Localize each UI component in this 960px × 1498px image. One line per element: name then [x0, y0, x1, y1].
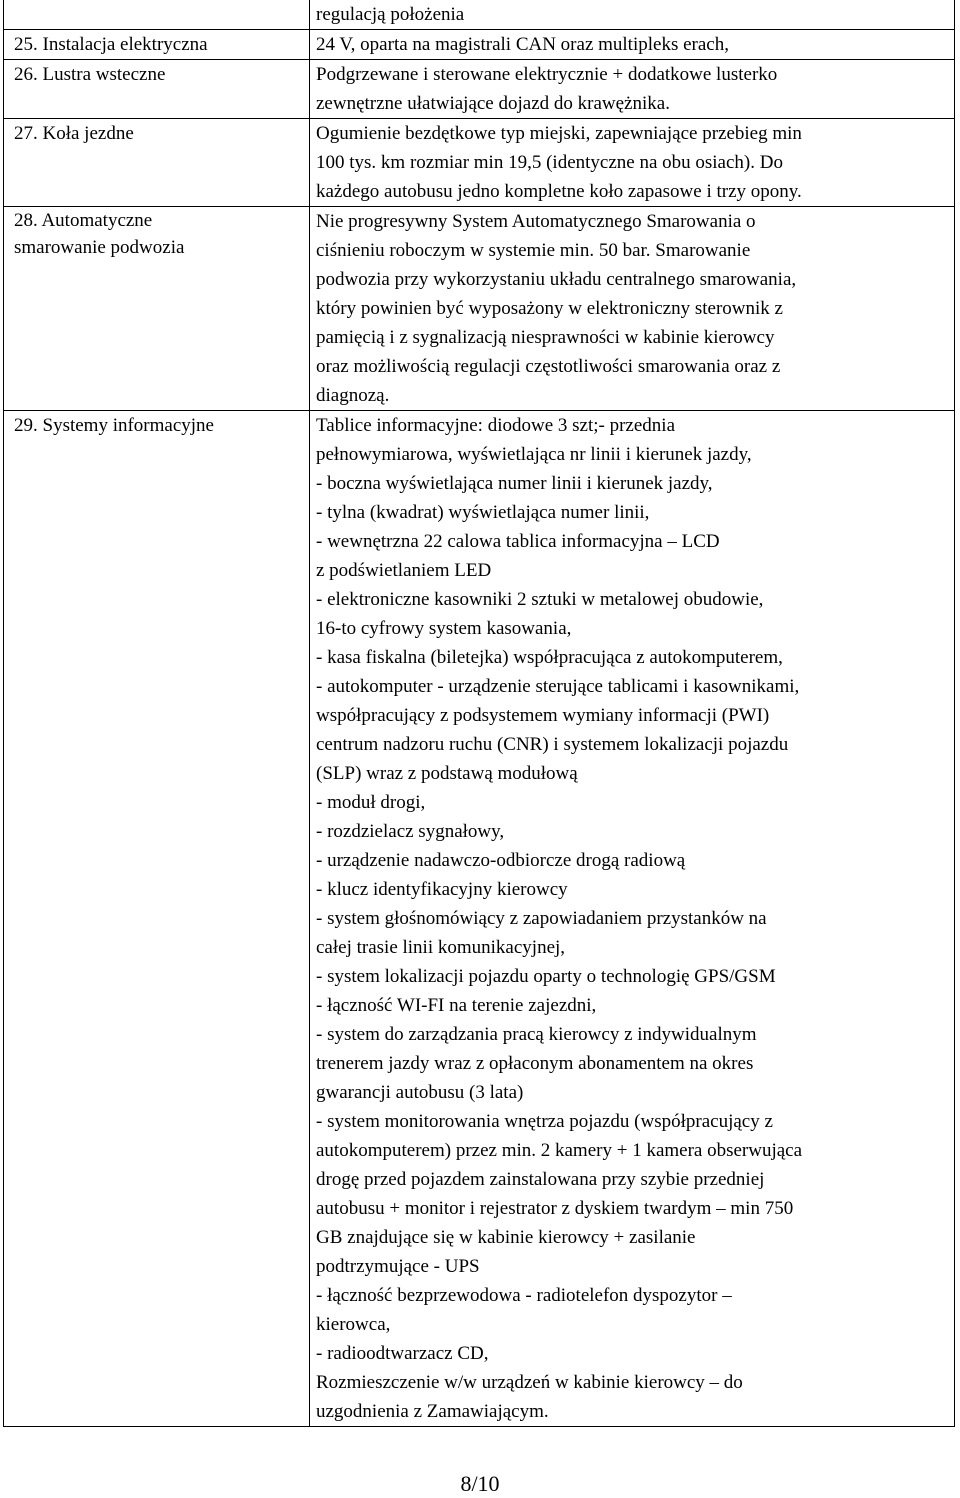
specification-table — [3, 0, 955, 1427]
content-line: 24 V, oparta na magistrali CAN oraz multipleks erach, — [316, 34, 729, 55]
content-line: - łączność WI-FI na terenie zajezdni, — [316, 995, 597, 1016]
content-line: Rozmieszczenie w/w urządzeń w kabinie kierowcy – do — [316, 1372, 743, 1393]
content-line: całej trasie linii komunikacyjnej, — [316, 937, 566, 958]
row-label — [4, 411, 310, 1427]
label-line: 29. Systemy informacyjne — [14, 415, 214, 436]
table-row-26 — [4, 60, 955, 119]
content-line: - tylna (kwadrat) wyświetlająca numer linii, — [316, 502, 650, 523]
content-line: pełnowymiarowa, wyświetlająca nr linii i kierunek jazdy, — [316, 444, 752, 465]
row-content — [310, 411, 955, 1427]
table-row-29 — [4, 411, 955, 1427]
content-line: 16-to cyfrowy system kasowania, — [316, 618, 572, 639]
content-line: centrum nadzoru ruchu (CNR) i systemem lokalizacji pojazdu — [316, 734, 789, 755]
content-line: Ogumienie bezdętkowe typ miejski, zapewniające przebieg min — [316, 123, 802, 144]
table-row-27 — [4, 119, 955, 207]
content-line: podwozia przy wykorzystaniu układu centralnego smarowania, — [316, 269, 797, 290]
content-line: autobusu + monitor i rejestrator z dyskiem twardym – min 750 — [316, 1198, 794, 1219]
page-number: 8/10 — [460, 1471, 500, 1496]
content-line: Tablice informacyjne: diodowe 3 szt;- przednia — [316, 415, 676, 436]
content-line: - system głośnomówiący z zapowiadaniem przystanków na — [316, 908, 767, 929]
content-line: - moduł drogi, — [316, 792, 426, 813]
row-content — [310, 119, 955, 207]
table-row-28 — [4, 207, 955, 411]
content-line: trenerem jazdy wraz z opłaconym abonamentem na okres — [316, 1053, 754, 1074]
content-line: diagnozą. — [316, 385, 390, 406]
table-row-continuation — [4, 0, 955, 30]
table-row-25 — [4, 30, 955, 60]
content-line: oraz możliwością regulacji częstotliwości smarowania oraz z — [316, 356, 781, 377]
content-line: - wewnętrzna 22 calowa tablica informacyjna – LCD — [316, 531, 720, 552]
content-line: - kasa fiskalna (biletejka) współpracująca z autokomputerem, — [316, 647, 783, 668]
content-line: Nie progresywny System Automatycznego Smarowania o — [316, 211, 756, 232]
content-line: - rozdzielacz sygnałowy, — [316, 821, 505, 842]
content-line: każdego autobusu jedno kompletne koło zapasowe i trzy opony. — [316, 181, 802, 202]
content-line: (SLP) wraz z podstawą modułową — [316, 763, 578, 784]
content-line: gwarancji autobusu (3 lata) — [316, 1082, 524, 1103]
content-line: pamięcią i z sygnalizacją niesprawności w kabinie kierowcy — [316, 327, 775, 348]
content-line: - łączność bezprzewodowa - radiotelefon dyspozytor – — [316, 1285, 732, 1306]
content-line: 100 tys. km rozmiar min 19,5 (identyczne na obu osiach). Do — [316, 152, 783, 173]
content-line: z podświetlaniem LED — [316, 560, 492, 581]
content-line: drogę przed pojazdem zainstalowana przy szybie przedniej — [316, 1169, 765, 1190]
row-label — [4, 119, 310, 207]
content-line: - klucz identyfikacyjny kierowcy — [316, 879, 568, 900]
content-line: który powinien być wyposażony w elektroniczny sterownik z — [316, 298, 783, 319]
content-line: podtrzymujące - UPS — [316, 1256, 480, 1277]
row-content — [310, 30, 955, 60]
content-line: - system monitorowania wnętrza pojazdu (współpracujący z — [316, 1111, 773, 1132]
row-label — [4, 30, 310, 60]
label-line: smarowanie podwozia — [14, 237, 185, 258]
content-line: regulacją położenia — [316, 4, 465, 25]
content-line: - elektroniczne kasowniki 2 sztuki w metalowej obudowie, — [316, 589, 764, 610]
content-line: autokomputerem) przez min. 2 kamery + 1 kamera obserwująca — [316, 1140, 803, 1161]
row-label — [4, 0, 310, 30]
label-line: 27. Koła jezdne — [14, 123, 134, 144]
label-line: 25. Instalacja elektryczna — [14, 34, 208, 55]
content-line: współpracujący z podsystemem wymiany informacji (PWI) — [316, 705, 770, 726]
row-content — [310, 207, 955, 411]
content-line: - system do zarządzania pracą kierowcy z indywidualnym — [316, 1024, 757, 1045]
row-content — [310, 60, 955, 119]
content-line: - radioodtwarzacz CD, — [316, 1343, 489, 1364]
content-line: ciśnieniu roboczym w systemie min. 50 bar. Smarowanie — [316, 240, 751, 261]
row-label — [4, 207, 310, 411]
content-line: - autokomputer - urządzenie sterujące tablicami i kasownikami, — [316, 676, 800, 697]
content-line: Podgrzewane i sterowane elektrycznie + dodatkowe lusterko — [316, 64, 778, 85]
content-line: kierowca, — [316, 1314, 391, 1335]
content-line: - system lokalizacji pojazdu oparty o technologię GPS/GSM — [316, 966, 776, 987]
content-line: - boczna wyświetlająca numer linii i kierunek jazdy, — [316, 473, 713, 494]
content-line: zewnętrzne ułatwiające dojazd do krawężnika. — [316, 93, 670, 114]
content-line: uzgodnienia z Zamawiającym. — [316, 1401, 549, 1422]
content-line: - urządzenie nadawczo-odbiorcze drogą radiową — [316, 850, 686, 871]
label-line: 28. Automatyczne — [14, 210, 153, 231]
label-line: 26. Lustra wsteczne — [14, 64, 166, 85]
content-line: GB znajdujące się w kabinie kierowcy + zasilanie — [316, 1227, 696, 1248]
row-label — [4, 60, 310, 119]
row-content — [310, 0, 955, 30]
